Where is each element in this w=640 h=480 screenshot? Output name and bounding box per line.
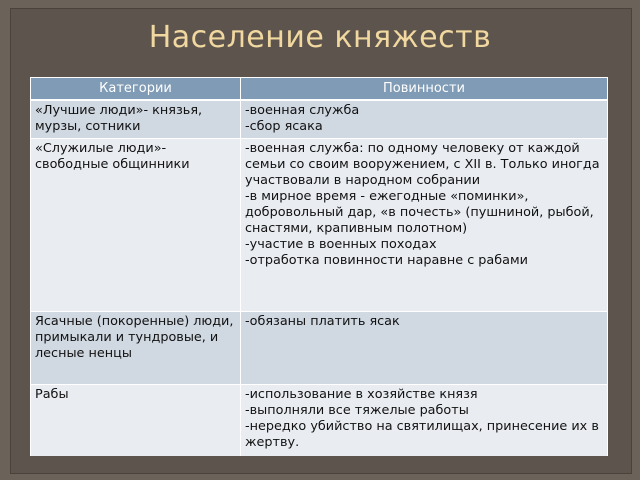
category-cell: Ясачные (покоренные) люди, примыкали и тундровые, и лесные ненцы [31,311,241,384]
duty-line: -сбор ясака [245,119,323,134]
header-duties: Повинности [241,78,608,101]
duties-cell [241,138,608,311]
table-row [31,138,608,311]
duty-line: -использование в хозяйстве князя [245,386,478,402]
category-cell: Рабы [31,384,241,456]
duties-cell [241,100,608,138]
header-categories: Категории [31,78,241,101]
duty-line: -выполняли все тяжелые работы [245,402,469,418]
population-table [30,77,608,456]
duty-line: -нередко убийство на святилищах, принесение их в жертву. [245,418,599,450]
duties-cell [241,311,608,384]
table-header-row [31,78,608,101]
table-row [31,384,608,456]
duty-line: -военная служба: по одному человеку от каждой семьи со своим вооружением, с XII в. Только иногда участвовали в народном собрании [245,140,600,188]
duty-line: -участие в военных походах [245,236,437,252]
slide-title: Население княжеств [148,20,492,55]
duty-line: -в мирное время - ежегодные «поминки», добровольный дар, «в почесть» (пушниной, рыбой, снастями, крапивным полотном) [245,188,594,236]
duty-line: -отработка повинности наравне с рабами [245,252,528,268]
category-cell: «Лучшие люди»- князья, мурзы, сотники [31,100,241,138]
category-cell: «Служилые люди»- свободные общинники [31,138,241,311]
duty-line: -военная служба [245,103,360,118]
table-row [31,311,608,384]
table-row [31,100,608,138]
duties-cell [241,384,608,456]
duty-line: -обязаны платить ясак [245,313,400,329]
